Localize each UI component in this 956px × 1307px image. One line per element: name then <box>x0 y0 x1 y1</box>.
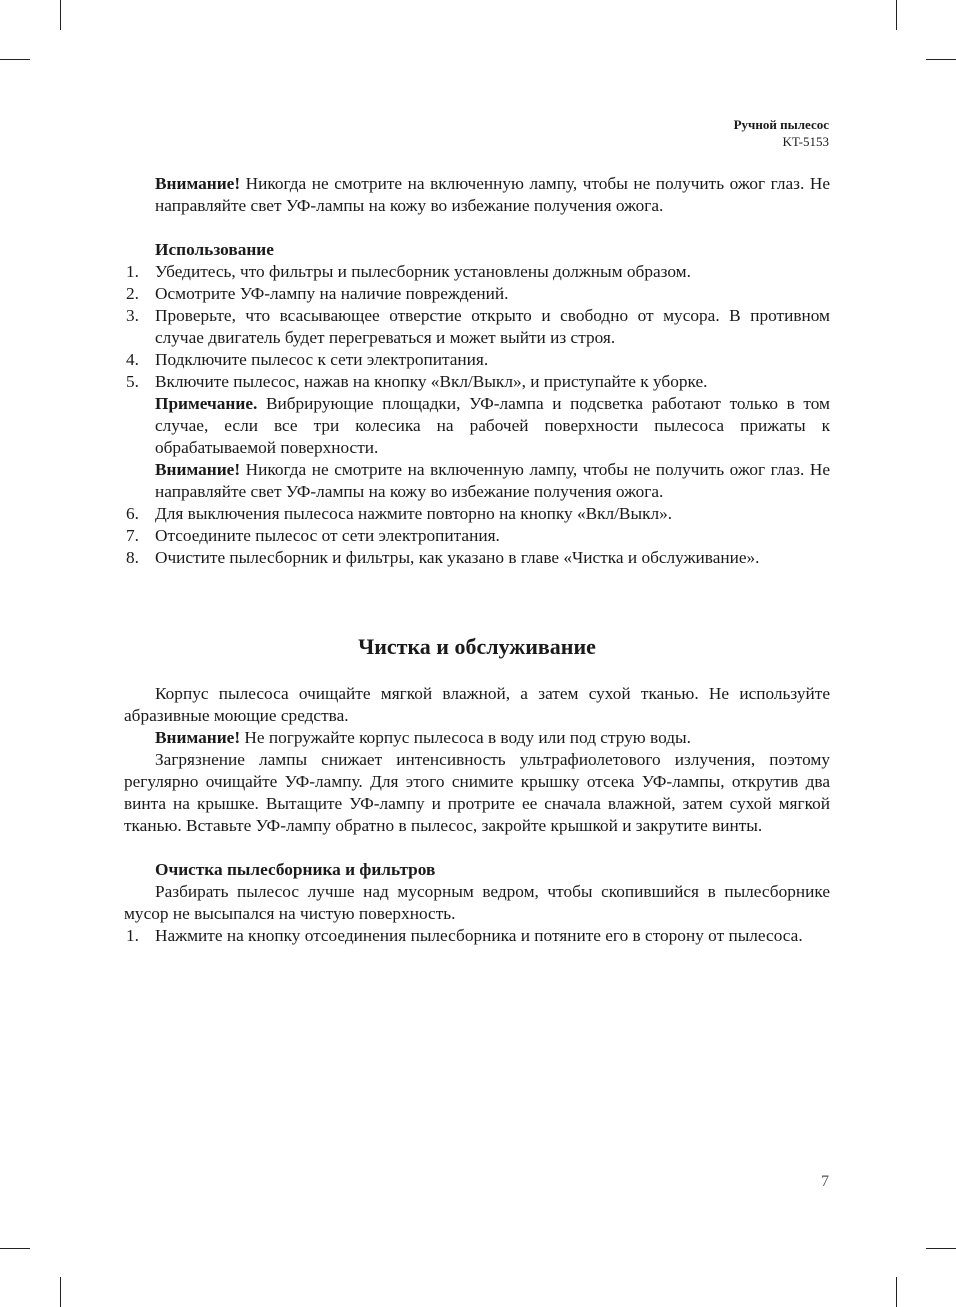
section-title: Чистка и обслуживание <box>358 634 596 659</box>
cleaning-warning <box>124 727 830 749</box>
cleaning-paragraph: Корпус пылесоса очищайте мягкой влажной, а затем сухой тканью. Не используйте абразивные моющие средства. <box>124 684 830 725</box>
note-text: Вибрирующие площадки, УФ-лампа и подсветка работают только в том случае, если все три колесика на рабочей поверхности пылесоса прижаты к обрабатываемой поверхности. <box>155 394 830 457</box>
warning-label: Внимание! <box>155 728 241 747</box>
list-number: 2. <box>126 284 139 303</box>
usage-heading: Использование <box>155 240 274 259</box>
crop-mark <box>60 1277 61 1307</box>
note-label: Примечание. <box>155 394 258 413</box>
list-text: Отсоедините пылесос от сети электропитания. <box>155 526 500 545</box>
list-item <box>124 283 830 305</box>
item-note <box>155 393 830 459</box>
list-number: 6. <box>126 504 139 523</box>
item-warning <box>155 459 830 503</box>
list-item <box>124 371 830 503</box>
list-item <box>124 503 830 525</box>
crop-mark <box>926 59 956 60</box>
list-number: 4. <box>126 350 139 369</box>
list-text: Включите пылесос, нажав на кнопку «Вкл/Выкл», и приступайте к уборке. <box>155 372 708 391</box>
crop-mark <box>60 0 61 30</box>
warning-label: Внимание! <box>155 174 241 193</box>
list-item <box>124 925 830 947</box>
crop-mark <box>926 1248 956 1249</box>
list-text: Нажмите на кнопку отсоединения пылесборника и потяните его в сторону от пылесоса. <box>155 926 803 945</box>
list-item <box>124 349 830 371</box>
crop-mark <box>0 59 30 60</box>
list-item <box>124 305 830 349</box>
crop-mark <box>896 0 897 30</box>
warning-text: Не погружайте корпус пылесоса в воду или под струю воды. <box>240 728 691 747</box>
list-text: Подключите пылесос к сети электропитания. <box>155 350 489 369</box>
list-item <box>124 261 830 283</box>
list-text: Проверьте, что всасывающее отверстие открыто и свободно от мусора. В противном случае двигатель будет перегреваться и может выйти из строя. <box>155 306 830 347</box>
dust-list <box>124 925 830 947</box>
crop-mark <box>896 1277 897 1307</box>
list-number: 1. <box>126 262 139 281</box>
list-text: Очистите пылесборник и фильтры, как указано в главе «Чистка и обслуживание». <box>155 548 760 567</box>
list-number: 5. <box>126 372 139 391</box>
list-number: 8. <box>126 548 139 567</box>
crop-mark <box>0 1248 30 1249</box>
list-item <box>124 547 830 569</box>
list-number: 7. <box>126 526 139 545</box>
page-number: 7 <box>821 1173 829 1190</box>
list-text: Для выключения пылесоса нажмите повторно на кнопку «Вкл/Выкл». <box>155 504 673 523</box>
page-content <box>124 173 830 947</box>
dust-heading: Очистка пылесборника и фильтров <box>155 860 436 879</box>
header-model: KT-5153 <box>782 134 829 149</box>
intro-warning <box>124 173 830 217</box>
warning-label: Внимание! <box>155 460 241 479</box>
warning-text: Никогда не смотрите на включенную лампу, чтобы не получить ожог глаз. Не направляйте свет УФ-лампы на кожу во избежание получения ожога. <box>155 460 830 501</box>
dust-paragraph: Разбирать пылесос лучше над мусорным ведром, чтобы скопившийся в пылесборнике мусор не высыпался на чистую поверхность. <box>124 882 830 923</box>
list-number: 3. <box>126 306 139 325</box>
list-text: Осмотрите УФ-лампу на наличие повреждений. <box>155 284 509 303</box>
header-title: Ручной пылесос <box>733 117 829 132</box>
list-item <box>124 525 830 547</box>
usage-list <box>124 261 830 569</box>
running-header <box>734 116 829 150</box>
list-number: 1. <box>126 926 139 945</box>
warning-text: Никогда не смотрите на включенную лампу, чтобы не получить ожог глаз. Не направляйте свет УФ-лампы на кожу во избежание получения ожога. <box>155 174 830 215</box>
cleaning-paragraph: Загрязнение лампы снижает интенсивность ультрафиолетового излучения, поэтому регулярно очищайте УФ-лампу. Для этого снимите крышку отсека УФ-лампы, открутив два винта на крышке. Вытащите УФ-лампу и протрите ее сначала влажной, затем сухой мягкой тканью. Вставьте УФ-лампу обратно в пылесос, закройте крышкой и закрутите винты. <box>124 750 830 835</box>
list-text: Убедитесь, что фильтры и пылесборник установлены должным образом. <box>155 262 691 281</box>
